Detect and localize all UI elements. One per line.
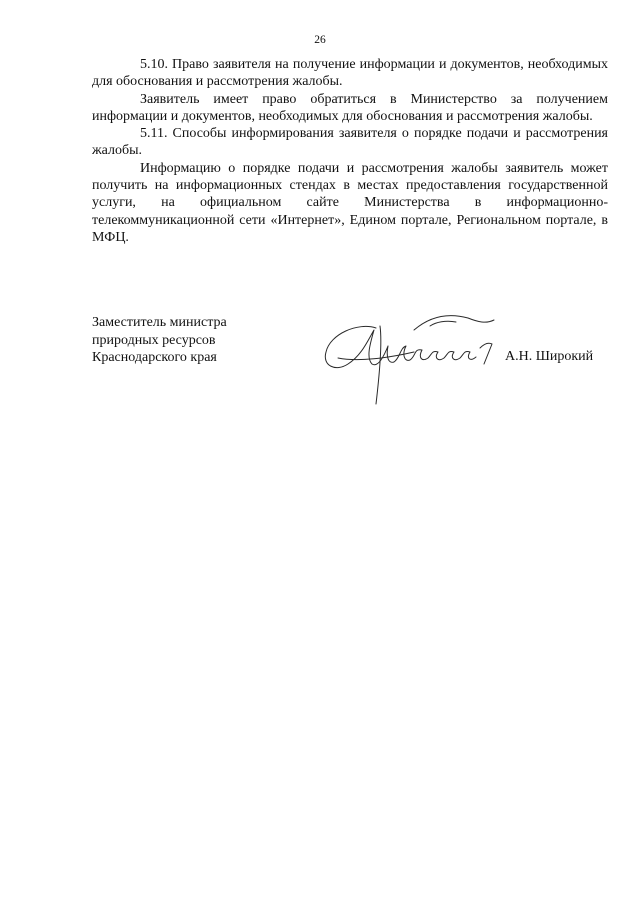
paragraph-information-methods: Информацию о порядке подачи и рассмотрения жалобы заявитель может получить на информационных стендах в местах предоставления государственной услуги, на официальном сайте Министерства в информационно-телекоммуникационной сети «Интернет», Едином портале, Региональном портале, в МФЦ.	[92, 160, 608, 245]
paragraph-5-10: 5.10. Право заявителя на получение информации и документов, необходимых для обоснования и рассмотрения жалобы.	[92, 57, 608, 90]
paragraph-right-to-information: Заявитель имеет право обратиться в Министерство за получением информации и документов, необходимых для обоснования и рассмотрения жалобы.	[92, 91, 608, 124]
position-line-3: Краснодарского края	[92, 350, 217, 365]
paragraph-5-11: 5.11. Способы информирования заявителя о порядке подачи и рассмотрения жалобы.	[92, 126, 608, 159]
signatory-position	[92, 314, 227, 367]
document-body	[92, 56, 608, 246]
position-line-2: природных ресурсов	[92, 332, 216, 348]
handwritten-signature	[318, 300, 508, 410]
position-line-1: Заместитель министра	[92, 315, 227, 330]
page-number: 26	[314, 34, 326, 46]
signer-name: А.Н. Широкий	[505, 349, 594, 364]
